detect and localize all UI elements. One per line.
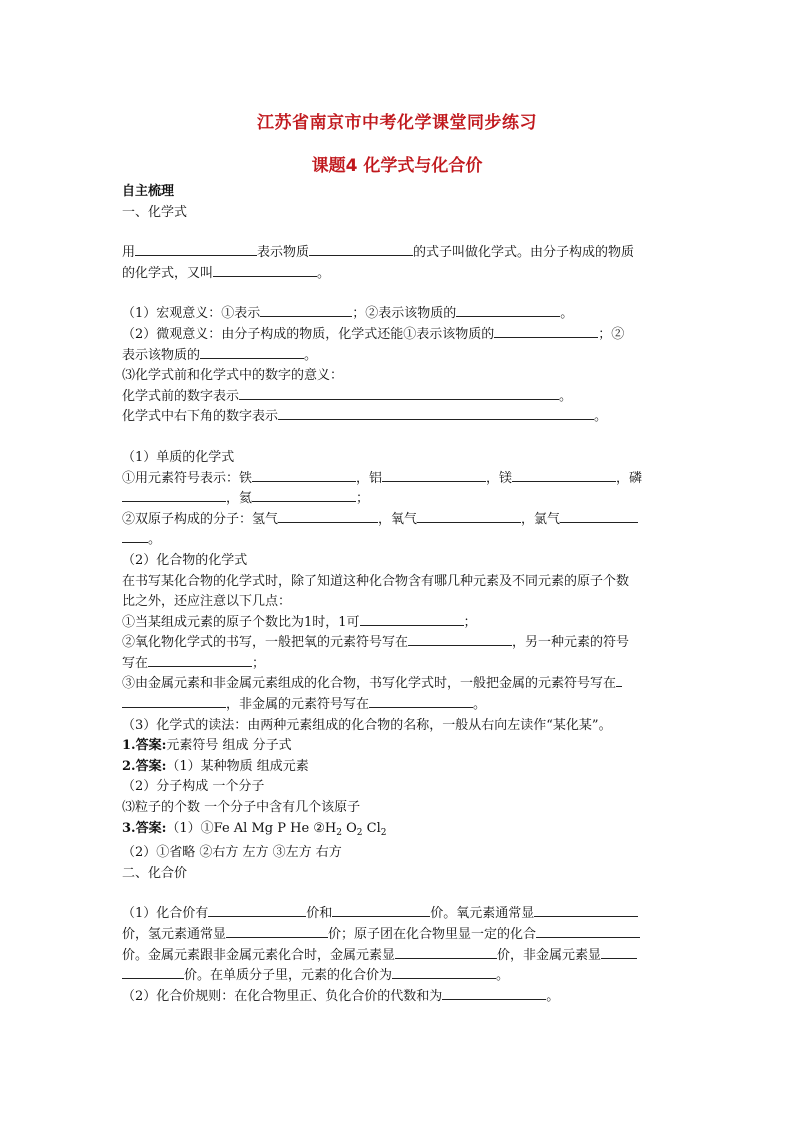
rule-1: ①当某组成元素的原子个数比为1时，1可 ； [122, 614, 477, 630]
compound-paragraph-2: 比之外，还应注意以下几点： [122, 594, 292, 610]
blank [395, 946, 497, 959]
blank [408, 633, 512, 646]
section-heading-self-study: 自主梳理 [122, 184, 175, 199]
document-title: 江苏省南京市中考化学课堂同步练习 [257, 113, 537, 133]
answer-2-line-3: ⑶粒子的个数 一个分子中含有几个该原子 [122, 800, 361, 816]
blank [369, 695, 473, 708]
micro-meaning-1: （2）微观意义：由分子构成的物质，化学式还能①表示该物质的 ；② [122, 326, 625, 342]
blank [260, 304, 352, 317]
blank [122, 489, 226, 502]
compound-formula-title: （2）化合物的化学式 [122, 552, 248, 568]
formula-reading: （3）化学式的读法：由两种元素组成的化合物的名称，一般从右向左读作“某化某”。 [122, 717, 612, 733]
blank [512, 469, 616, 482]
blank [442, 987, 546, 1000]
rule-2-cont: 写在 ； [122, 655, 266, 671]
blank [239, 387, 559, 400]
blank [616, 674, 622, 687]
macro-meaning: （1）宏观意义：①表示 ；②表示该物质的 。 [122, 306, 574, 322]
blank [417, 510, 521, 523]
answer-3-line-2: （2）①省略 ②右方 左方 ③左方 右方 [122, 845, 342, 861]
number-front: 化学式前的数字表示 。 [122, 388, 573, 404]
blank [208, 904, 306, 917]
blank [278, 407, 594, 420]
rule-3-cont: ，非金属的元素符号写在 。 [122, 695, 674, 716]
answer-2-line-2: （2）分子构成 一个分子 [122, 779, 265, 795]
blank [278, 510, 378, 523]
blank [135, 243, 257, 256]
valence-line-3: 价。金属元素跟非金属元素化合时，金属元素显 价，非金属元素显 [122, 946, 674, 967]
blank [360, 613, 464, 626]
number-subscript: 化学式中右下角的数字表示 。 [122, 409, 608, 425]
rule-2: ②氧化物化学式的书写，一般把氧的元素符号写在 ，另一种元素的符号 [122, 635, 630, 651]
heading-chemical-formula: 一、化学式 [122, 204, 188, 220]
blank [309, 243, 413, 256]
number-meaning-title: ⑶化学式前和化学式中的数字的意义： [122, 368, 344, 384]
document-body [122, 182, 674, 1007]
blank [213, 264, 317, 277]
valence-line-2: 价，氢元素通常显 价；原子团在化合物里显一定的化合 [122, 925, 674, 946]
lesson-title: 课题4 化学式与化合价 [311, 156, 483, 176]
blank [494, 325, 598, 338]
compound-paragraph-1: 在书写某化合物的化学式时，除了知道这种化合物含有哪几种元素及不同元素的原子个数 [122, 573, 630, 589]
blank [122, 530, 148, 543]
blank [534, 904, 638, 917]
diatomic-line: ②双原子构成的分子：氢气 ，氧气 ，氯气 [122, 510, 674, 531]
blank [392, 966, 496, 979]
definition-line-1: 用 表示物质 的式子叫做化学式。由分子构成的物质 [122, 245, 635, 261]
blank [536, 925, 640, 938]
heading-valence: 二、化合价 [122, 865, 188, 881]
blank [200, 346, 304, 359]
valence-rule: （2）化合价规则：在化合物里正、负化合价的代数和为 。 [122, 988, 560, 1004]
micro-meaning-2: 表示该物质的 。 [122, 347, 318, 363]
blank [456, 304, 560, 317]
element-symbols-line-2: ，氦 ； [122, 489, 674, 510]
definition-line-2: 的化学式，又叫 。 [122, 265, 331, 281]
answer-3: 3.答案:（1）①Fe Al Mg P He $②H_2$ $O_2$ $Cl_2$ [122, 820, 387, 838]
blank [226, 925, 328, 938]
rule-3: ③由金属元素和非金属元素组成的化合物，书写化学式时，一般把金属的元素符号写在 [122, 674, 674, 695]
blank [122, 695, 226, 708]
blank [382, 469, 486, 482]
answer-1: 1.答案:元素符号 组成 分子式 [122, 738, 292, 754]
answer-2: 2.答案:（1）某种物质 组成元素 [122, 758, 309, 774]
blank [332, 904, 430, 917]
blank [252, 489, 356, 502]
blank [560, 510, 638, 523]
blank [252, 469, 356, 482]
valence-line-4: 价。在单质分子里，元素的化合价为 。 [122, 966, 674, 987]
blank [122, 966, 184, 979]
element-formula-title: （1）单质的化学式 [122, 449, 235, 465]
blank [601, 946, 637, 959]
diatomic-line-2: 。 [122, 530, 674, 551]
element-symbols-line: ①用元素符号表示：铁 ，铝 ，镁 ，磷 [122, 470, 643, 486]
valence-line-1: （1）化合价有 价和 价。氧元素通常显 [122, 904, 674, 925]
blank [148, 654, 252, 667]
